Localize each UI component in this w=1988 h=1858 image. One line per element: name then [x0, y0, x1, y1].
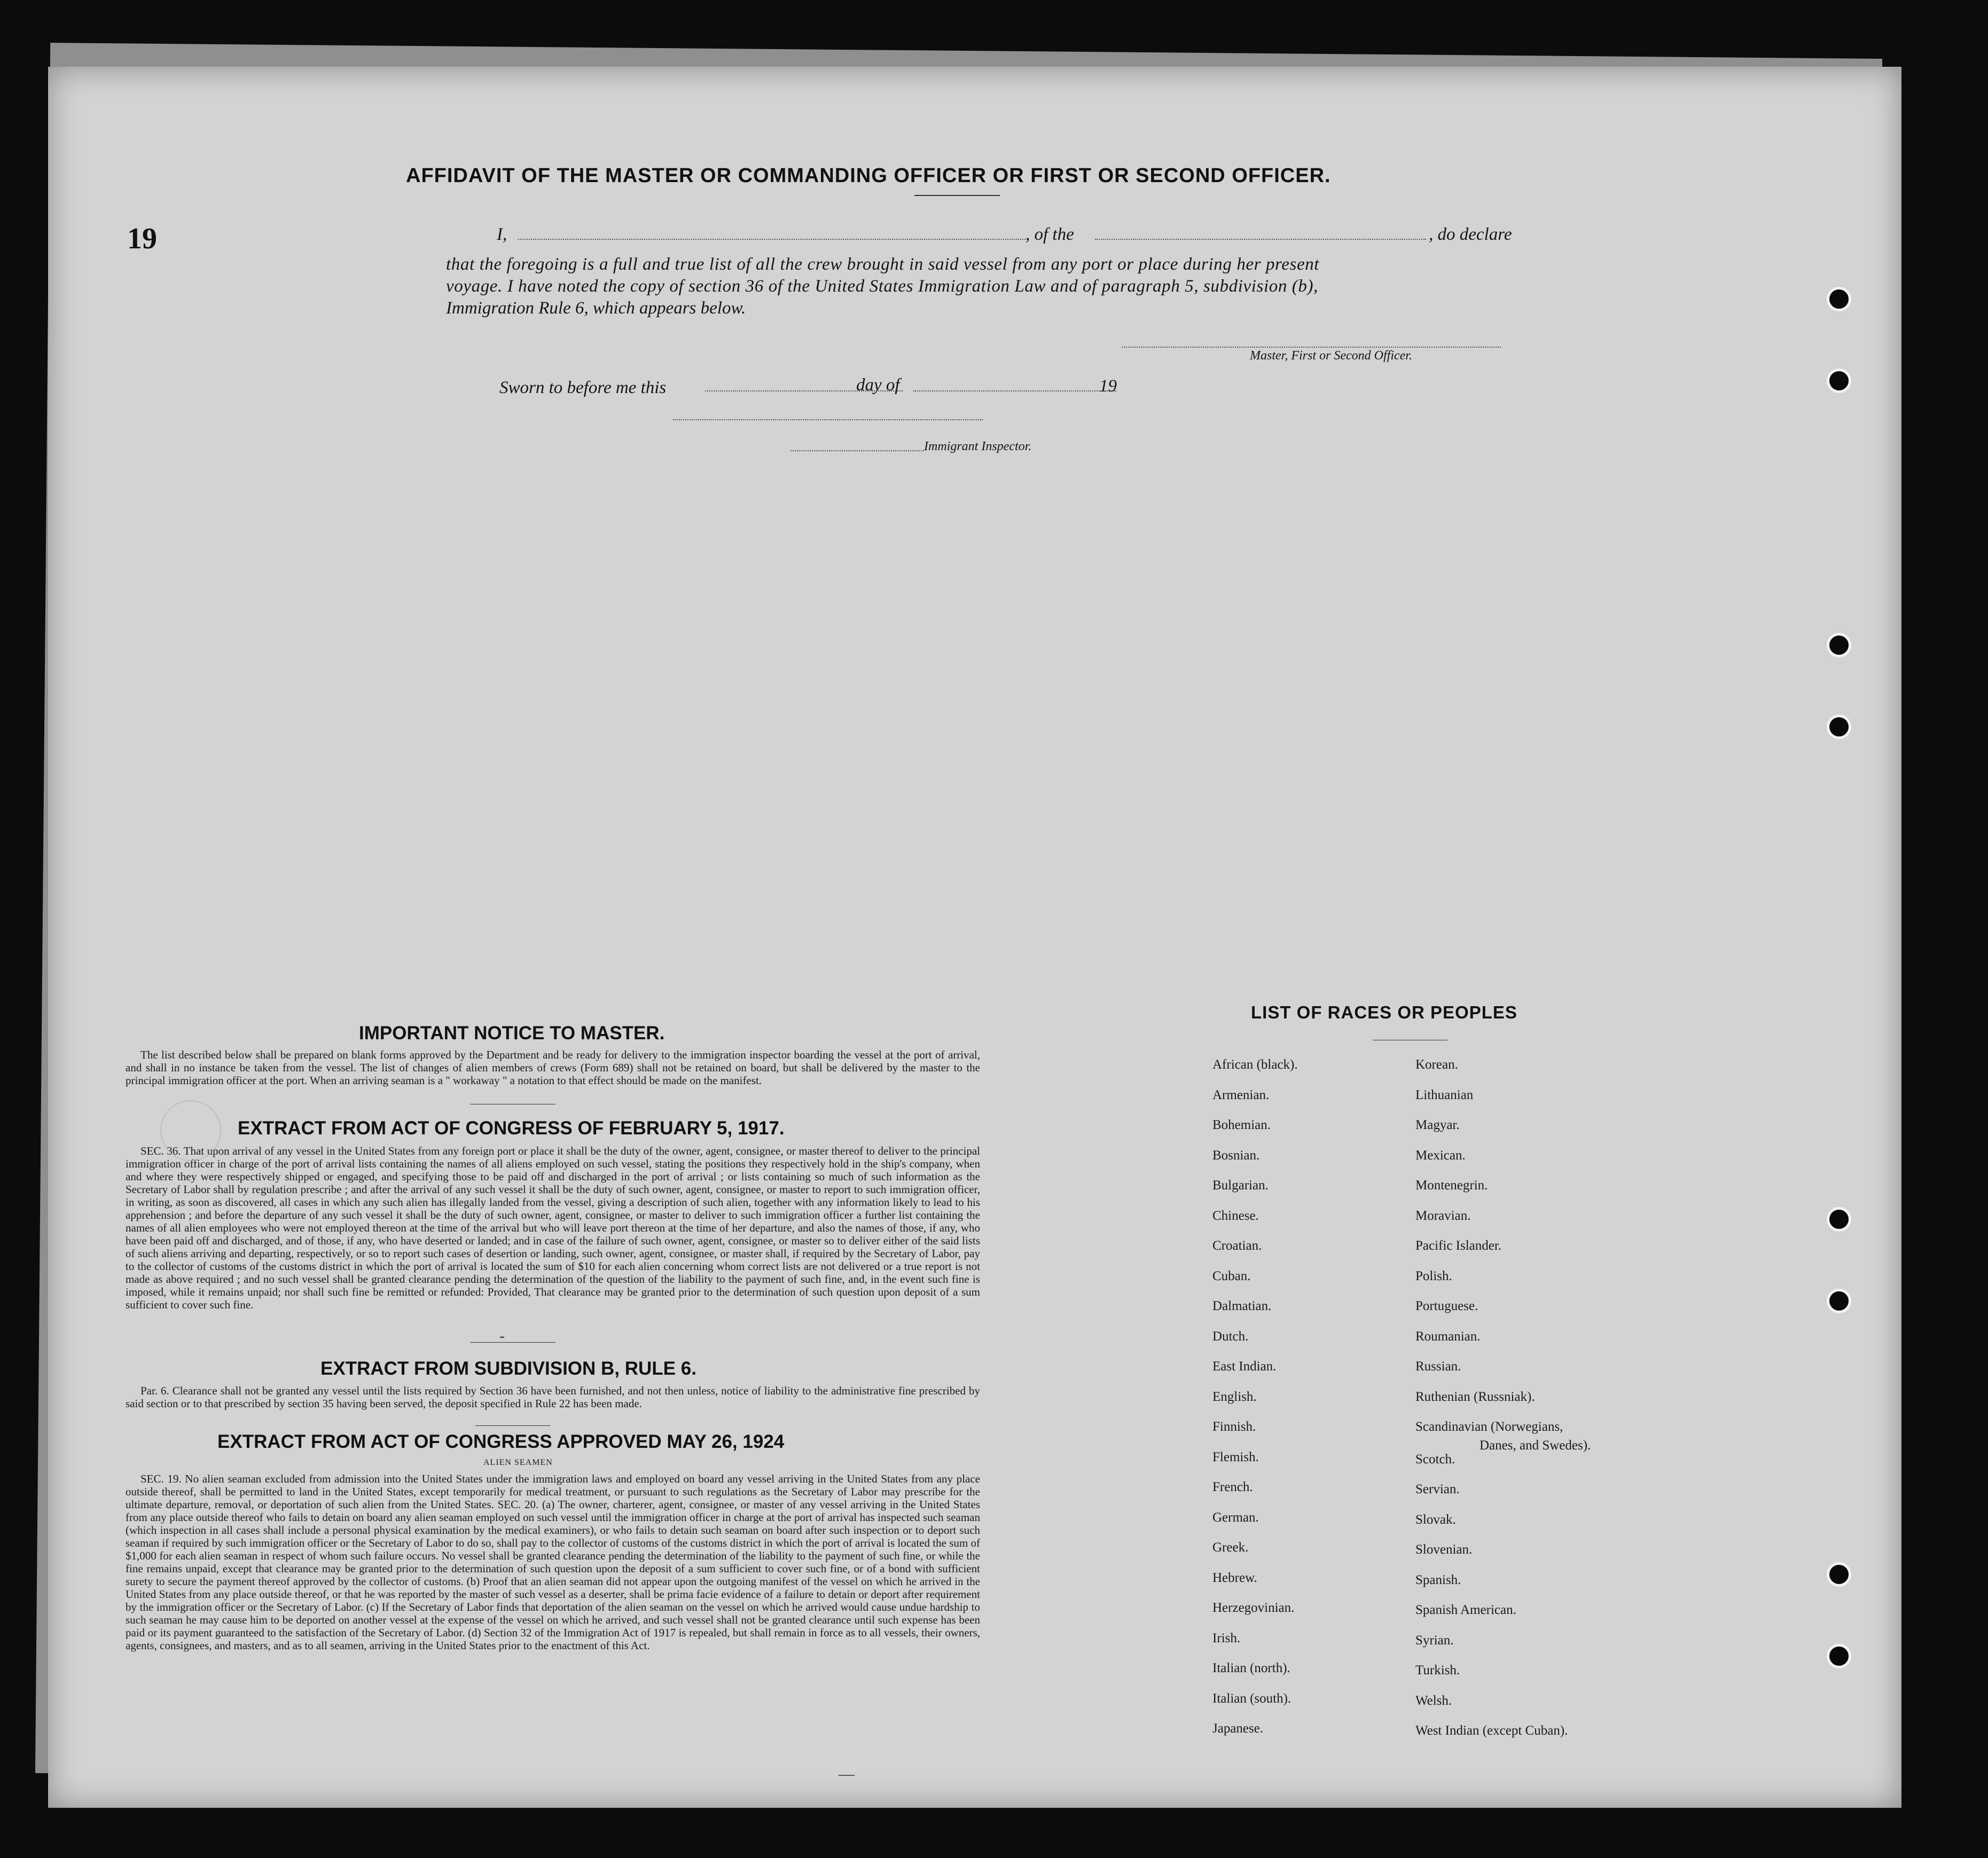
signature-field[interactable]: [1122, 347, 1501, 348]
race-item: Bulgarian.: [1212, 1178, 1269, 1193]
notice-title: IMPORTANT NOTICE TO MASTER.: [359, 1023, 665, 1044]
extract-1917-body: SEC. 36. That upon arrival of any vessel in the United States from any foreign port or place it shall be the duty of the owner, agent, consignee, or master thereof to deliver to the principal immigration officer in charge of the port of arrival lists containing the names of all aliens employed on such vessel, stating the positions they respectively hold in the ship's company, when and where they were respectively shipped or engaged, and specifying those to be paid off and discharged in the port of arrival ; or lists containing so much of such information as the Secretary of Labor shall by regulation prescribe ; and after the arrival of any such vessel it shall be the duty of such owner, agent, consignee, or master to report to such immigration officer, in writing, as soon as discovered, all cases in which any such alien has illegally landed from the vessel, giving a description of such alien, together with any information likely to lead to his apprehension ; and before the departure of any such vessel it shall be the duty of such owner, agent, consignee, or master to deliver to such immigration officer a further list containing the names of all alien employees who were not employed thereon at the time of the arrival but who will leave port thereon at the time of her departure, and also the names of those, if any, who have been paid off and discharged, and of those, if any, who have deserted or landed; and in case of the failure of such owner, agent, consignee, or master so to deliver either of the said lists of such aliens arriving and departing, respectively, or so to report such cases of desertion or landing, such owner, agent, consignee, or master shall, if required by the Secretary of Labor, pay to the collector of customs of the customs district in which the port of arrival is located the sum of $10 for each alien concerning whom correct lists are not delivered or a true report is not made as above required ; and no such vessel shall be granted clearance pending the determination of the question of the liability to the payment of such fine, and, in the event such fine is imposed, while it remains unpaid; nor shall such fine be remitted or refunded: Provided, That clearance may be granted prior to the determination of such question upon deposit of a sum sufficient to cover such fine.: [126, 1144, 980, 1311]
sworn-text: Sworn to before me this: [499, 378, 667, 397]
sworn-month-field[interactable]: [913, 390, 1116, 391]
race-item: Portuguese.: [1415, 1299, 1478, 1313]
race-item: Spanish American.: [1415, 1603, 1516, 1617]
extract-1924-subtitle: ALIEN SEAMEN: [483, 1458, 553, 1467]
race-item: Italian (south).: [1212, 1691, 1292, 1706]
race-item: Greek.: [1212, 1540, 1249, 1555]
punch-hole: [1827, 1289, 1851, 1313]
affidavit-of-the: , of the: [1026, 225, 1074, 244]
race-item: Slovenian.: [1415, 1542, 1473, 1557]
race-item: East Indian.: [1212, 1359, 1277, 1374]
race-item: Bosnian.: [1212, 1148, 1260, 1163]
race-item: Syrian.: [1415, 1633, 1454, 1648]
race-item: Flemish.: [1212, 1449, 1259, 1464]
race-item: Turkish.: [1415, 1663, 1460, 1677]
race-item-scandinavian-cont: Danes, and Swedes).: [1480, 1438, 1591, 1453]
notice-body: The list described below shall be prepared on blank forms approved by the Department and be ready for delivery to the immigration inspector boarding the vessel at the port of arrival, and shall in no instance be taken from the vessel. The list of changes of alien members of crews (Form 689) shall not be retained on board, but shall be delivered by the master to the principal immigration officer at the port. When an arriving seaman is a " workaway " a notation to that effect should be made on the manifest.: [126, 1048, 980, 1087]
race-item: Welsh.: [1415, 1693, 1452, 1708]
race-item: West Indian (except Cuban).: [1415, 1723, 1568, 1738]
race-item: Korean.: [1415, 1057, 1458, 1072]
extract-rule6-rule: [475, 1425, 550, 1426]
handwritten-mark: -: [499, 1327, 505, 1345]
race-item: Lithuanian: [1415, 1087, 1474, 1102]
race-item: Polish.: [1415, 1268, 1452, 1283]
extract-rule6-body: Par. 6. Clearance shall not be granted any vessel until the lists required by Section 36 have been furnished, and not then unless, notice of liability to the administrative fine prescribed by said section or to that prescribed by section 35 having been served, the deposit specified in Rule 22 has been made.: [126, 1384, 980, 1410]
signature-label: Master, First or Second Officer.: [1250, 349, 1412, 363]
race-item: Magyar.: [1415, 1118, 1460, 1132]
race-item: Italian (north).: [1212, 1661, 1290, 1675]
race-item: Herzegovinian.: [1212, 1601, 1295, 1615]
inspector-label: Immigrant Inspector.: [924, 440, 1032, 453]
punch-hole: [1827, 287, 1851, 311]
race-item: Armenian.: [1212, 1087, 1270, 1102]
race-item: African (black).: [1212, 1057, 1298, 1072]
extract-rule6-title: EXTRACT FROM SUBDIVISION B, RULE 6.: [320, 1358, 696, 1379]
extract-1917-rule: [470, 1342, 555, 1343]
races-title: LIST OF RACES OR PEOPLES: [1251, 1002, 1517, 1022]
race-item: Montenegrin.: [1415, 1178, 1488, 1193]
race-item: French.: [1212, 1480, 1253, 1494]
affidavit-declare: , do declare: [1429, 225, 1512, 244]
form-page: [48, 67, 1901, 1808]
race-item: Bohemian.: [1212, 1118, 1271, 1132]
punch-hole: [1827, 715, 1851, 739]
handwritten-mark: —: [839, 1765, 855, 1783]
race-item: Slovak.: [1415, 1512, 1456, 1527]
race-item: Chinese.: [1212, 1208, 1259, 1223]
affidavit-title: AFFIDAVIT OF THE MASTER OR COMMANDING OFFICER OR FIRST OR SECOND OFFICER.: [406, 164, 1331, 187]
affidavit-line-2: that the foregoing is a full and true list of all the crew brought in said vessel from any port or place during her present: [446, 255, 1320, 274]
title-rule: [914, 195, 1000, 196]
inspector-signature-field[interactable]: [790, 450, 924, 451]
extract-1924-title: EXTRACT FROM ACT OF CONGRESS APPROVED MAY 26, 1924: [217, 1431, 785, 1452]
race-item: Croatian.: [1212, 1238, 1262, 1253]
extract-1917-title: EXTRACT FROM ACT OF CONGRESS OF FEBRUARY 5, 1917.: [238, 1118, 785, 1139]
inspector-line-1[interactable]: [673, 419, 983, 420]
race-item: Cuban.: [1212, 1268, 1251, 1283]
position-field[interactable]: [1095, 239, 1426, 240]
extract-1924-body: SEC. 19. No alien seaman excluded from admission into the United States under the immigration laws and employed on board any vessel arriving in the United States from any place outside thereof, shall be permitted to land in the United States, except temporarily for medical treatment, or pursuant to such regulations as the Secretary of Labor may prescribe for the ultimate departure, removal, or deportation of such alien from the United States. SEC. 20. (a) The owner, charterer, agent, consignee, or master of any vessel arriving in the United States from any place outside thereof who fails to detain on board any alien seaman employed on such vessel until the immigration officer in charge at the port of arrival has inspected such seaman (which inspection in all cases shall include a personal physical examination by the medical examiners), or who fails to detain such seaman on board after such inspection or to deport such seaman if required by such immigration officer or the Secretary of Labor to do so, shall pay to the collector of customs of the customs district in which the port of arrival is located the sum of $1,000 for each alien seaman in respect of whom such failure occurs. No vessel shall be granted clearance pending the determination of the liability to the payment of such fine, or while the fine remains unpaid, except that clearance may be granted prior to the determination of such question upon the deposit of a sum sufficient to cover such fine, or of a bond with sufficient surety to secure the payment thereof approved by the collector of customs. (b) Proof that an alien seaman did not appear upon the outgoing manifest of the vessel on which he arrived in the United States from any place outside thereof, or that he was reported by the master of such vessel as a deserter, shall be prima facie evidence of a failure to detain or deport after requirement by the immigration officer or the Secretary of Labor. (c) If the Secretary of Labor finds that deportation of the alien seaman on the vessel on which he arrived would cause undue hardship to such seaman he may cause him to be deported on another vessel at the expense of the vessel on which he arrived, and such vessel shall not be granted clearance until such expense has been paid or its payment guaranteed to the satisfaction of the Secretary of Labor. (d) Section 32 of the Immigration Act of 1917 is repealed, but shall remain in force as to all vessels, their owners, agents, consignees, and masters, and as to all seamen, arriving in the United States prior to the enactment of this Act.: [126, 1472, 980, 1652]
race-item: Japanese.: [1212, 1721, 1264, 1736]
affidavit-line-3: voyage. I have noted the copy of section 36 of the United States Immigration Law and of paragraph 5, subdivision (b),: [446, 277, 1318, 296]
race-item: Pacific Islander.: [1415, 1238, 1502, 1253]
race-item: Spanish.: [1415, 1572, 1461, 1587]
race-item: Moravian.: [1415, 1208, 1471, 1223]
name-field[interactable]: [518, 239, 1026, 240]
affidavit-line-4: Immigration Rule 6, which appears below.: [446, 299, 746, 318]
race-item: Scotch.: [1415, 1452, 1455, 1467]
race-item: Dutch.: [1212, 1329, 1249, 1344]
punch-hole: [1827, 1207, 1851, 1232]
race-item: Russian.: [1415, 1359, 1461, 1374]
punch-hole: [1827, 1644, 1851, 1668]
year-text: 19: [1099, 377, 1117, 396]
punch-hole: [1827, 633, 1851, 657]
punch-hole: [1827, 369, 1851, 393]
race-item: Mexican.: [1415, 1148, 1466, 1163]
race-item: Scandinavian (Norwegians,: [1415, 1420, 1563, 1434]
page-number: 19: [127, 222, 157, 255]
race-item: Roumanian.: [1415, 1329, 1481, 1344]
bleed-through-heading: [294, 179, 304, 208]
race-item: English.: [1212, 1389, 1257, 1404]
race-item: German.: [1212, 1510, 1259, 1525]
race-item: Ruthenian (Russniak).: [1415, 1389, 1535, 1404]
punch-hole: [1827, 1562, 1851, 1587]
affidavit-i: I,: [497, 225, 507, 244]
race-item: Dalmatian.: [1212, 1299, 1272, 1313]
race-item: Hebrew.: [1212, 1570, 1257, 1585]
race-item: Servian.: [1415, 1482, 1460, 1496]
race-item: Irish.: [1212, 1630, 1241, 1645]
day-of-text: day of: [856, 375, 900, 395]
faint-stamp: [160, 1100, 221, 1161]
race-item: Finnish.: [1212, 1420, 1256, 1434]
